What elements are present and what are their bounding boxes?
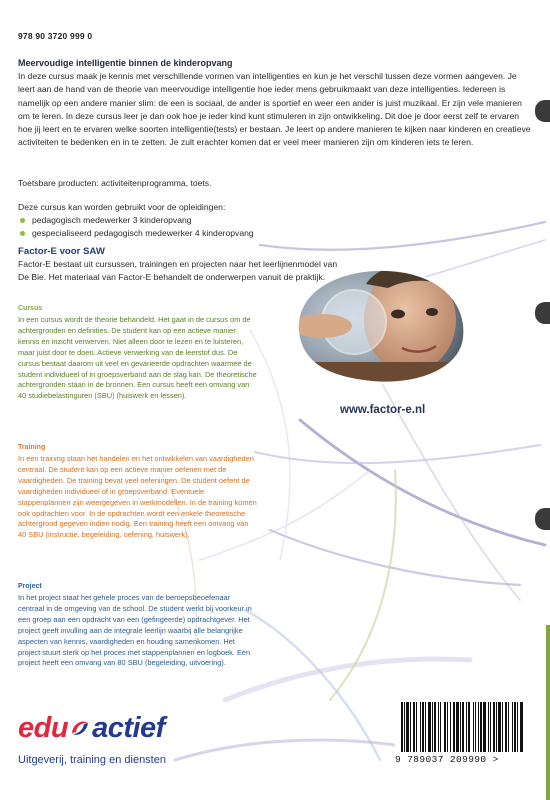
punch-hole	[535, 508, 550, 530]
barcode-bar	[514, 702, 516, 752]
barcode-bar	[488, 702, 489, 752]
barcode-bar	[420, 702, 421, 752]
factor-e-heading: Factor-E voor SAW	[18, 246, 105, 257]
barcode-bar	[447, 702, 448, 752]
isbn-number: 978 90 3720 999 0	[18, 31, 93, 41]
logo-edu-text: edu	[18, 712, 69, 744]
barcode-bar	[425, 702, 426, 752]
educations-list	[18, 214, 254, 239]
barcode-bar	[444, 702, 446, 752]
barcode-bar	[428, 702, 431, 752]
barcode-bar	[508, 702, 509, 752]
barcode-bar	[401, 702, 403, 752]
logo-swirl-icon	[69, 717, 91, 739]
barcode-bar	[406, 702, 409, 752]
website-link[interactable]: www.factor-e.nl	[340, 404, 426, 416]
barcode-bar	[450, 702, 451, 752]
project-heading: Project	[18, 583, 42, 590]
education-item: gespecialiseerd pedagogisch medewerker 4 kinderopvang	[18, 227, 254, 240]
training-heading: Training	[18, 444, 46, 451]
barcode-bar	[473, 702, 474, 752]
barcode-bar	[416, 702, 417, 752]
barcode-bar	[478, 702, 479, 752]
punch-hole	[535, 100, 550, 122]
education-item: pedagogisch medewerker 3 kinderopvang	[18, 214, 254, 227]
barcode-bar	[422, 702, 424, 752]
project-text: In het project staat het gehele proces van de beroepsbeoefenaar centraal in de omgeving van de school. De student werkt bij voorkeur in een groep aan een opdracht van een (gefingeerde) opdrachtgever. Het project geeft invulling aan de integrale leerlijn waarbij alle belangrijke aspecten van kennis, vaardigheden en houding samenkomen. Het project stuurt sterk op het proces met stappenplannen en logboek. Een project heeft een omvang van 80 SBU (begeleiding, uitvoering).	[18, 593, 252, 668]
barcode-bar	[432, 702, 433, 752]
course-title: Meervoudige intelligentie binnen de kinderopvang	[18, 58, 233, 68]
barcode-bar	[498, 702, 501, 752]
logo-wordmark	[18, 712, 165, 745]
barcode-bar	[483, 702, 486, 752]
barcode-bar	[502, 702, 503, 752]
side-color-tab	[546, 625, 550, 800]
barcode-bar	[505, 702, 507, 752]
educations-intro-text: Deze cursus kan worden gebruikt voor de opleidingen:	[18, 202, 226, 212]
cursus-text: In een cursus wordt de theorie behandeld. Het gaat in de cursus om de achtergronden en definities. De student kan op een actieve manier kennis en inzicht verwerven. Niet alleen door te lezen en te luisteren, maar juist door te doen. Actieve verwerking van de leerstof dus. De cursus bestaat daarom uit veel en gevarieerde opdrachten waarmee de student individueel of in groepsverband aan de slag kan. De theoretische achtergronden staan in de bronnen. Een cursus heeft een omvang van 40 studiebelastinguren (SBU) (huiswerk en lessen).	[18, 315, 257, 401]
barcode-bar	[490, 702, 491, 752]
barcode-bar	[475, 702, 476, 752]
cursus-heading: Cursus	[18, 305, 43, 312]
punch-hole	[535, 302, 550, 324]
barcode-bars	[397, 702, 528, 754]
barcode-bar	[440, 702, 441, 752]
barcode	[395, 700, 530, 772]
barcode-number: 9 789037 209990 >	[395, 754, 499, 765]
factor-e-description: Factor-E bestaat uit cursussen, trainingen en projecten naar het leerlijnenmodel van De Bie. Het materiaal van Factor-E behandelt de onderwerpen vanuit de praktijk.	[18, 259, 338, 282]
assessable-products-text: Toetsbare producten: activiteitenprogramma, toets.	[18, 178, 212, 188]
barcode-bar	[434, 702, 436, 752]
barcode-bar	[413, 702, 415, 752]
barcode-bar	[460, 702, 461, 752]
barcode-bar	[453, 702, 455, 752]
course-intro-text: In deze cursus maak je kennis met verschillende vormen van intelligenties en kun je het verschil tussen deze vormen aangeven. Je leert aan de hand van de theorie van meervoudige intelligentie hoe ieder mens gebruikmaakt van deze intelligenties. Iedereen is namelijk op een andere manier slim: de een is sociaal, de ander is sportief en weer een ander is juist muzikaal. Er zijn vele manieren om te leren. In deze cursus leer je dan ook hoe je ieder kind kunt stimuleren in zijn ontwikkeling. Dit doe je door eerst zelf te ervaren hoe jij leert en te ervaren welke soorten intelligentie(tests) er bestaan. Je leert op andere manieren te kijken naar kinderen en creatieve activiteiten te bedenken en in te zetten. Je zult erachter komen dat er veel meer manieren zijn om kinderen iets te leren.	[18, 71, 531, 148]
barcode-bar	[438, 702, 439, 752]
barcode-bar	[468, 702, 470, 752]
barcode-bar	[512, 702, 513, 752]
barcode-bar	[456, 702, 459, 752]
barcode-bar	[410, 702, 411, 752]
barcode-bar	[496, 702, 497, 752]
barcode-bar	[404, 702, 405, 752]
child-photo	[292, 262, 468, 386]
logo-actief-text: actief	[92, 712, 165, 744]
logo-tagline: Uitgeverij, training en diensten	[18, 754, 166, 766]
barcode-bar	[520, 702, 523, 752]
barcode-bar	[466, 702, 467, 752]
barcode-bar	[462, 702, 464, 752]
barcode-bar	[517, 702, 518, 752]
barcode-bar	[480, 702, 482, 752]
barcode-bar	[493, 702, 495, 752]
training-text: In een training staan het handelen en het ontwikkelen van vaardigheden centraal. De student kan op een actieve manier oefenen met de vaardigheden. De training bevat veel oefeningen. De student oefent de vaardigheden individueel of in groepsverband. Eventuele stappenplannen zijn weergegeven in werkmodellen. In de training komen ook opdrachten voor. In de opdrachten wordt een enkele theoretische achtergrond gegeven indien nodig. Een training heeft een omvang van 40 SBU (instructie, begeleiding, oefening, huiswerk).	[18, 454, 257, 540]
eduactief-logo	[18, 712, 218, 782]
